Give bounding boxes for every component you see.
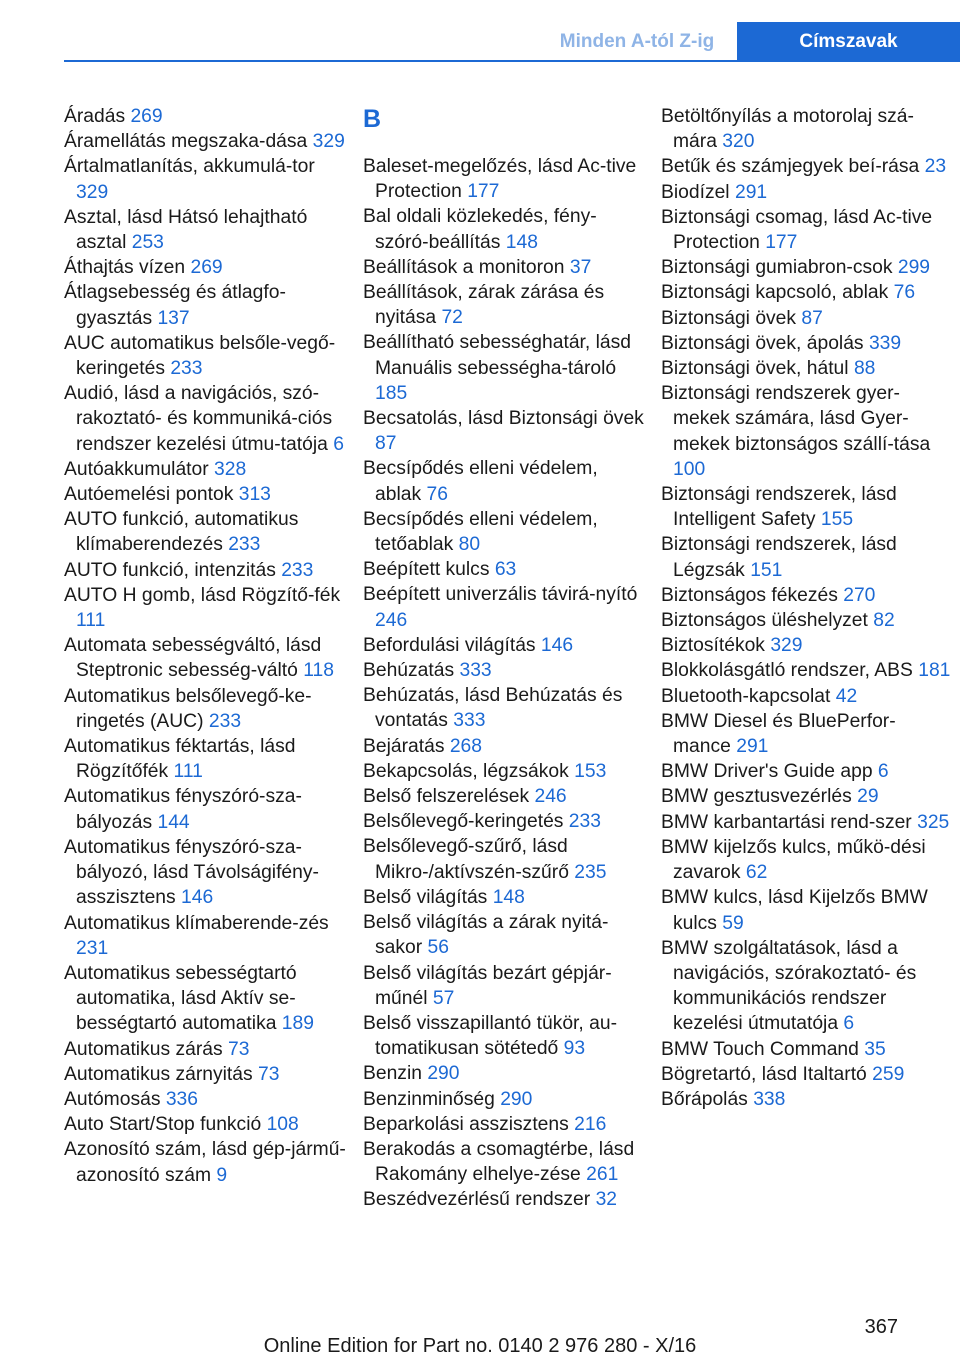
index-entry-page-link[interactable]: 35 xyxy=(864,1038,886,1060)
index-entry xyxy=(363,1187,648,1212)
index-entry-page-link[interactable]: 235 xyxy=(574,861,607,883)
index-entry-text: Átlagsebesség és átlagfo-gyasztás xyxy=(64,282,286,329)
index-entry-page-link[interactable]: 144 xyxy=(157,811,190,833)
index-entry xyxy=(661,608,953,633)
index-entry-page-link[interactable]: 246 xyxy=(534,786,567,808)
index-entry-text: Biztonsági övek, ápolás xyxy=(661,332,864,354)
index-entry xyxy=(363,204,648,254)
index-entry xyxy=(363,1112,648,1137)
index-entry-page-link[interactable]: 82 xyxy=(873,610,895,632)
index-entry-page-link[interactable]: 233 xyxy=(568,811,601,833)
index-entry-page-link[interactable]: 56 xyxy=(427,937,449,959)
index-entry-page-link[interactable]: 253 xyxy=(131,232,164,254)
index-entry-text: Beépített univerzális távirá-nyító xyxy=(363,584,638,606)
index-entry-text: Benzin xyxy=(363,1063,422,1085)
index-entry-page-link[interactable]: 181 xyxy=(918,660,951,682)
index-entry-text: Beszédvezérlésű rendszer xyxy=(363,1189,591,1211)
index-entry-text: Betűk és számjegyek beí-rása xyxy=(661,156,920,178)
section-tab-a-z[interactable]: Minden A-tól Z-ig xyxy=(559,31,715,52)
index-entry xyxy=(64,558,349,583)
index-entry xyxy=(363,507,648,557)
index-entry-text: Automatikus fényszóró-sza-bályozó, lásd Távolságifény-asszisztens xyxy=(64,836,319,909)
index-entry-page-link[interactable]: 233 xyxy=(208,710,242,732)
index-entry xyxy=(363,734,648,759)
index-entry xyxy=(661,356,953,381)
index-entry xyxy=(64,1112,349,1137)
index-entry-text: BMW Diesel és BluePerfor-mance xyxy=(661,710,896,758)
index-entry-text: Autómosás xyxy=(64,1088,161,1110)
index-entry-text: Belső világítás a zárak nyitá-sakor xyxy=(363,912,609,959)
index-entry-page-link[interactable]: 155 xyxy=(820,509,854,531)
index-entry-page-link[interactable]: 23 xyxy=(924,156,947,178)
index-entry-page-link[interactable]: 231 xyxy=(76,937,109,959)
section-tab-keywords[interactable]: Címszavak xyxy=(737,22,960,62)
index-entry xyxy=(661,835,953,885)
index-entry-page-link[interactable]: 185 xyxy=(375,382,408,404)
index-entry-page-link[interactable]: 320 xyxy=(722,131,755,153)
index-entry-page-link[interactable]: 118 xyxy=(303,660,334,682)
index-entry-text: Belső világítás xyxy=(363,886,488,908)
index-letter-heading: B xyxy=(363,105,382,133)
index-entry-text: Biztosítékok xyxy=(661,635,765,657)
index-entry xyxy=(661,1062,953,1087)
index-entry-page-link[interactable]: 259 xyxy=(872,1063,905,1085)
index-entry xyxy=(363,961,648,1011)
index-entry xyxy=(661,306,953,331)
index-entry-page-link[interactable]: 233 xyxy=(170,358,203,380)
index-entry xyxy=(64,1062,349,1087)
index-entry xyxy=(661,180,953,205)
index-entry xyxy=(64,507,349,557)
index-entry-text: Bögretartó, lásd Italtartó xyxy=(661,1063,867,1085)
index-entry-text: AUTO funkció, intenzitás xyxy=(64,559,276,581)
index-entry-text: Áthajtás vízen xyxy=(64,257,186,279)
index-entry-page-link[interactable]: 6 xyxy=(333,433,344,455)
index-entry-page-link[interactable]: 37 xyxy=(569,256,592,278)
index-column-2 xyxy=(363,104,648,1213)
index-entry xyxy=(661,583,953,608)
index-entry xyxy=(64,734,349,784)
index-entry-page-link[interactable]: 29 xyxy=(857,786,879,808)
index-entry xyxy=(64,784,349,834)
index-entry-page-link[interactable]: 177 xyxy=(467,181,500,203)
index-entry-page-link[interactable]: 338 xyxy=(753,1088,786,1110)
index-entry-text: Beépített kulcs xyxy=(363,559,490,581)
index-entry-page-link[interactable]: 269 xyxy=(130,106,163,127)
index-entry-page-link[interactable]: 76 xyxy=(426,483,448,505)
index-entry-text: Blokkolásgátló rendszer, ABS xyxy=(661,660,913,682)
index-entry xyxy=(363,633,648,658)
index-entry xyxy=(661,633,953,658)
index-entry xyxy=(64,835,349,911)
index-entry-text: Biztonságos fékezés xyxy=(661,584,838,606)
index-column-3 xyxy=(661,104,953,1112)
index-entry xyxy=(363,1087,648,1112)
index-entry xyxy=(363,683,648,733)
index-entry-text: BMW karbantartási rend-szer xyxy=(661,811,912,833)
index-entry-text: Bal oldali közlekedés, fény-szóró-beállítás xyxy=(363,206,597,253)
index-entry xyxy=(64,205,349,255)
index-entry-page-link[interactable]: 268 xyxy=(449,735,482,757)
index-entry xyxy=(661,154,953,179)
index-entry-text: BMW Touch Command xyxy=(661,1038,859,1060)
index-entry xyxy=(363,1011,648,1061)
index-entry-page-link[interactable]: 151 xyxy=(750,559,783,581)
index-entry-page-link[interactable]: 329 xyxy=(76,181,109,203)
index-entry-text: Biztonsági rendszerek, lásd Intelligent Safety xyxy=(661,484,897,531)
index-entry-page-link[interactable]: 291 xyxy=(736,736,769,758)
index-entry-page-link[interactable]: 72 xyxy=(441,307,463,329)
index-entry xyxy=(64,280,349,330)
index-entry-page-link[interactable]: 269 xyxy=(190,257,223,279)
index-entry-page-link[interactable]: 325 xyxy=(917,811,950,833)
index-entry-text: Audió, lásd a navigációs, szó-rakoztató- és kommuniká-ciós rendszer kezelési útmu-tatója xyxy=(64,383,333,455)
index-entry-text: Belsőlevegő-keringetés xyxy=(363,811,564,833)
index-entry xyxy=(363,154,648,204)
index-entry-text: Belső visszapillantó tükör, au-tomatikusan sötétedő xyxy=(363,1012,617,1060)
index-entry-text: Beparkolási asszisztens xyxy=(363,1113,569,1135)
index-entry-text: Baleset-megelőzés, lásd Ac-tive Protection xyxy=(363,156,637,203)
index-entry xyxy=(661,482,953,532)
index-entry-text: Behúzatás, lásd Behúzatás és vontatás xyxy=(363,685,623,732)
index-entry-page-link[interactable]: 100 xyxy=(673,458,706,480)
index-entry xyxy=(661,759,953,784)
index-entry-text: Benzinminőség xyxy=(363,1088,495,1110)
index-entry-text: Betöltőnyílás a motorolaj szá-mára xyxy=(661,106,914,153)
index-entry xyxy=(661,532,953,582)
index-entry-page-link[interactable]: 63 xyxy=(494,559,517,581)
index-entry-text: Bluetooth-kapcsolat xyxy=(661,685,831,707)
index-entry-page-link[interactable]: 333 xyxy=(459,660,492,682)
index-entry-text: BMW gesztusvezérlés xyxy=(661,786,852,808)
footer-edition: Online Edition for Part no. 0140 2 976 280 - X/16 xyxy=(263,1335,697,1357)
index-entry xyxy=(363,280,648,330)
index-entry xyxy=(64,457,349,482)
index-entry-text: Biztonsági kapcsoló, ablak xyxy=(661,282,889,304)
index-entry-text: Azonosító szám, lásd gép-jármű-azonosító szám xyxy=(64,1139,346,1186)
index-entry xyxy=(64,911,349,961)
index-entry-page-link[interactable]: 42 xyxy=(835,685,858,707)
index-entry-text: AUC automatikus belsőle-vegő-keringetés xyxy=(64,332,336,380)
index-entry-text: Becsípődés elleni védelem, tetőablak xyxy=(363,508,598,556)
index-entry-text: Biztonsági gumiabron-csok xyxy=(661,257,893,279)
index-entry-text: Autóakkumulátor xyxy=(64,458,209,480)
index-entry-page-link[interactable]: 76 xyxy=(893,282,916,304)
index-entry xyxy=(363,456,648,506)
index-entry-text: Automatikus fényszóró-sza-bályozás xyxy=(64,786,302,833)
index-entry-text: Áradás xyxy=(64,106,126,127)
index-entry-page-link[interactable]: 88 xyxy=(853,358,876,380)
index-entry-page-link[interactable]: 108 xyxy=(266,1114,299,1136)
index-entry-text: Automatikus belsőlevegő-ke-ringetés (AUC) xyxy=(64,685,312,732)
index-entry-page-link[interactable]: 233 xyxy=(228,534,261,556)
index-entry xyxy=(661,658,953,683)
index-entry-page-link[interactable]: 62 xyxy=(745,862,768,884)
index-entry-page-link[interactable]: 148 xyxy=(505,231,538,253)
index-entry-text: Bejáratás xyxy=(363,735,445,757)
index-entry-page-link[interactable]: 137 xyxy=(157,307,190,329)
index-entry-page-link[interactable]: 270 xyxy=(843,584,876,606)
index-entry-text: Autóemelési pontok xyxy=(64,484,234,506)
index-entry-text: AUTO funkció, automatikus klímaberendezés xyxy=(64,509,299,556)
index-column-1 xyxy=(64,104,349,1188)
index-entry-text: Beállítható sebességhatár, lásd Manuális sebességha-tároló xyxy=(363,332,631,379)
page-header xyxy=(0,22,960,62)
index-entry-text: Auto Start/Stop funkció xyxy=(64,1114,262,1136)
index-entry-page-link[interactable]: 87 xyxy=(801,307,823,329)
index-entry-page-link[interactable]: 9 xyxy=(216,1164,228,1186)
index-entry-page-link[interactable]: 146 xyxy=(540,634,574,656)
index-entry-text: Bekapcsolás, légzsákok xyxy=(363,760,569,782)
index-entry xyxy=(363,406,648,456)
index-entry-page-link[interactable]: 261 xyxy=(586,1164,619,1186)
index-entry xyxy=(64,255,349,280)
index-entry xyxy=(661,936,953,1037)
index-entry-page-link[interactable]: 57 xyxy=(432,987,455,1009)
index-entry-text: Becsípődés elleni védelem, ablak xyxy=(363,458,598,505)
index-entry-page-link[interactable]: 111 xyxy=(173,761,203,783)
index-entry xyxy=(661,331,953,356)
index-entry xyxy=(363,885,648,910)
index-entry xyxy=(661,205,953,255)
index-entry-text: Automatikus klímaberende-zés xyxy=(64,912,329,934)
index-entry-page-link[interactable]: 290 xyxy=(500,1088,533,1110)
index-entry xyxy=(363,1137,648,1187)
index-entry-page-link[interactable]: 177 xyxy=(765,232,798,254)
index-entry-text: Biztonsági övek, hátul xyxy=(661,358,849,380)
index-entry-page-link[interactable]: 73 xyxy=(257,1063,280,1085)
index-entry-page-link[interactable]: 6 xyxy=(877,761,889,783)
index-entry-text: Automatikus sebességtartó automatika, lásd Aktív se-bességtartó automatika xyxy=(64,962,297,1035)
index-entry-text: Beállítások, zárak zárása és nyitása xyxy=(363,282,605,329)
index-entry-page-link[interactable]: 59 xyxy=(722,912,744,934)
index-entry-text: Belsőlevegő-szűrő, lásd Mikro-/aktívszén-szűrő xyxy=(363,836,569,883)
index-entry xyxy=(64,1037,349,1062)
index-entry xyxy=(661,104,953,154)
index-entry-page-link[interactable]: 328 xyxy=(214,458,247,480)
index-entry-text: Automatikus zárás xyxy=(64,1038,223,1060)
index-entry-text: BMW kulcs, lásd Kijelzős BMW kulcs xyxy=(661,887,928,934)
index-entry-page-link[interactable]: 329 xyxy=(312,131,345,153)
index-entry xyxy=(661,885,953,935)
index-entry xyxy=(64,684,349,734)
index-entry-text: Biztonsági övek xyxy=(661,307,797,329)
index-entry-text: Befordulási világítás xyxy=(363,634,536,656)
index-entry-text: Belső felszerelések xyxy=(363,786,530,808)
index-entry xyxy=(64,381,349,457)
index-entry-page-link[interactable]: 333 xyxy=(453,710,486,732)
index-entry xyxy=(363,910,648,960)
index-entry xyxy=(64,154,349,204)
index-entry-text: Asztal, lásd Hátsó lehajtható asztal xyxy=(64,206,308,254)
index-entry-page-link[interactable]: 290 xyxy=(427,1063,460,1085)
index-entry-text: Berakodás a csomagtérbe, lásd Rakomány elhelye-zése xyxy=(363,1138,635,1186)
index-entry xyxy=(363,1061,648,1086)
index-entry-text: BMW szolgáltatások, lásd a navigációs, szórakoztató- és kommunikációs rendszer kezelési útmutatója xyxy=(661,937,917,1035)
index-entry-text: BMW Driver's Guide app xyxy=(661,761,873,783)
index-entry xyxy=(363,759,648,784)
index-entry xyxy=(64,633,349,683)
index-entry-text: Belső világítás bezárt gépjár-műnél xyxy=(363,962,612,1009)
index-entry-page-link[interactable]: 233 xyxy=(281,559,314,581)
index-entry-page-link[interactable]: 73 xyxy=(227,1038,250,1060)
index-entry-page-link[interactable]: 216 xyxy=(574,1113,607,1135)
index-entry xyxy=(363,809,648,834)
index-entry xyxy=(64,104,349,129)
index-entry-page-link[interactable]: 111 xyxy=(76,610,106,632)
index-entry xyxy=(64,331,349,381)
index-entry xyxy=(661,709,953,759)
index-entry xyxy=(661,1037,953,1062)
index-entry-page-link[interactable]: 313 xyxy=(238,484,271,506)
index-entry-text: Automatikus zárnyitás xyxy=(64,1063,253,1085)
index-entry xyxy=(363,582,648,632)
index-entry xyxy=(661,381,953,482)
index-entry xyxy=(661,784,953,809)
index-entry xyxy=(363,834,648,884)
index-entry-text: Áramellátás megszaka-dása xyxy=(64,131,308,153)
index-entry-page-link[interactable]: 80 xyxy=(458,534,481,556)
index-entry xyxy=(363,784,648,809)
index-entry-text: Automata sebességváltó, lásd Steptronic sebesség-váltó xyxy=(64,635,322,682)
index-entry-page-link[interactable]: 291 xyxy=(734,181,768,203)
index-entry-page-link[interactable]: 93 xyxy=(563,1038,586,1060)
index-entry-page-link[interactable]: 146 xyxy=(181,887,214,909)
index-entry-text: Biztonságos üléshelyzet xyxy=(661,610,868,632)
index-entry-page-link[interactable]: 6 xyxy=(843,1013,855,1035)
index-entry xyxy=(661,280,953,305)
index-entry-text: Biztonsági rendszerek gyer-mekek számára, lásd Gyer-mekek biztonságos szállí-tása xyxy=(661,383,931,455)
index-entry-page-link[interactable]: 153 xyxy=(574,760,607,782)
index-entry xyxy=(661,810,953,835)
index-entry-page-link[interactable]: 246 xyxy=(375,609,408,631)
index-entry-page-link[interactable]: 299 xyxy=(897,257,931,279)
page-number: 367 xyxy=(864,1316,898,1338)
index-entry-text: Bőrápolás xyxy=(661,1088,748,1110)
index-entry xyxy=(363,557,648,582)
index-entry-page-link[interactable]: 189 xyxy=(281,1013,314,1035)
index-entry xyxy=(363,658,648,683)
index-entry-text: Biodízel xyxy=(661,181,730,203)
index-entry-text: Behúzatás xyxy=(363,660,455,682)
index-entry xyxy=(661,684,953,709)
index-entry-text: Biztonsági csomag, lásd Ac-tive Protection xyxy=(661,206,933,254)
index-entry xyxy=(64,961,349,1037)
index-entry xyxy=(64,583,349,633)
index-entry xyxy=(363,330,648,406)
index-entry xyxy=(661,255,953,280)
index-entry xyxy=(661,1087,953,1112)
index-entry-page-link[interactable]: 329 xyxy=(770,635,803,657)
index-entry-text: Automatikus féktartás, lásd Rögzítőfék xyxy=(64,736,296,783)
index-entry xyxy=(363,255,648,280)
index-entry xyxy=(64,129,349,154)
index-entry-page-link[interactable]: 87 xyxy=(375,433,397,455)
index-entry-text: Biztonsági rendszerek, lásd Légzsák xyxy=(661,534,897,581)
index-entry-page-link[interactable]: 32 xyxy=(595,1189,618,1211)
index-entry-text: Beállítások a monitoron xyxy=(363,256,565,278)
index-entry-page-link[interactable]: 339 xyxy=(868,332,902,354)
index-entry-text: BMW kijelzős kulcs, műkö-dési zavarok xyxy=(661,836,926,884)
index-entry-text: Ártalmatlanítás, akkumulá-tor xyxy=(64,156,315,178)
index-entry xyxy=(64,482,349,507)
index-entry-page-link[interactable]: 336 xyxy=(165,1088,198,1110)
index-entry xyxy=(64,1087,349,1112)
index-entry-text: AUTO H gomb, lásd Rögzítő-fék xyxy=(64,584,341,606)
index-entry-text: Becsatolás, lásd Biztonsági övek xyxy=(363,408,644,430)
index-entry-page-link[interactable]: 148 xyxy=(492,886,525,908)
index-entry xyxy=(64,1137,349,1187)
